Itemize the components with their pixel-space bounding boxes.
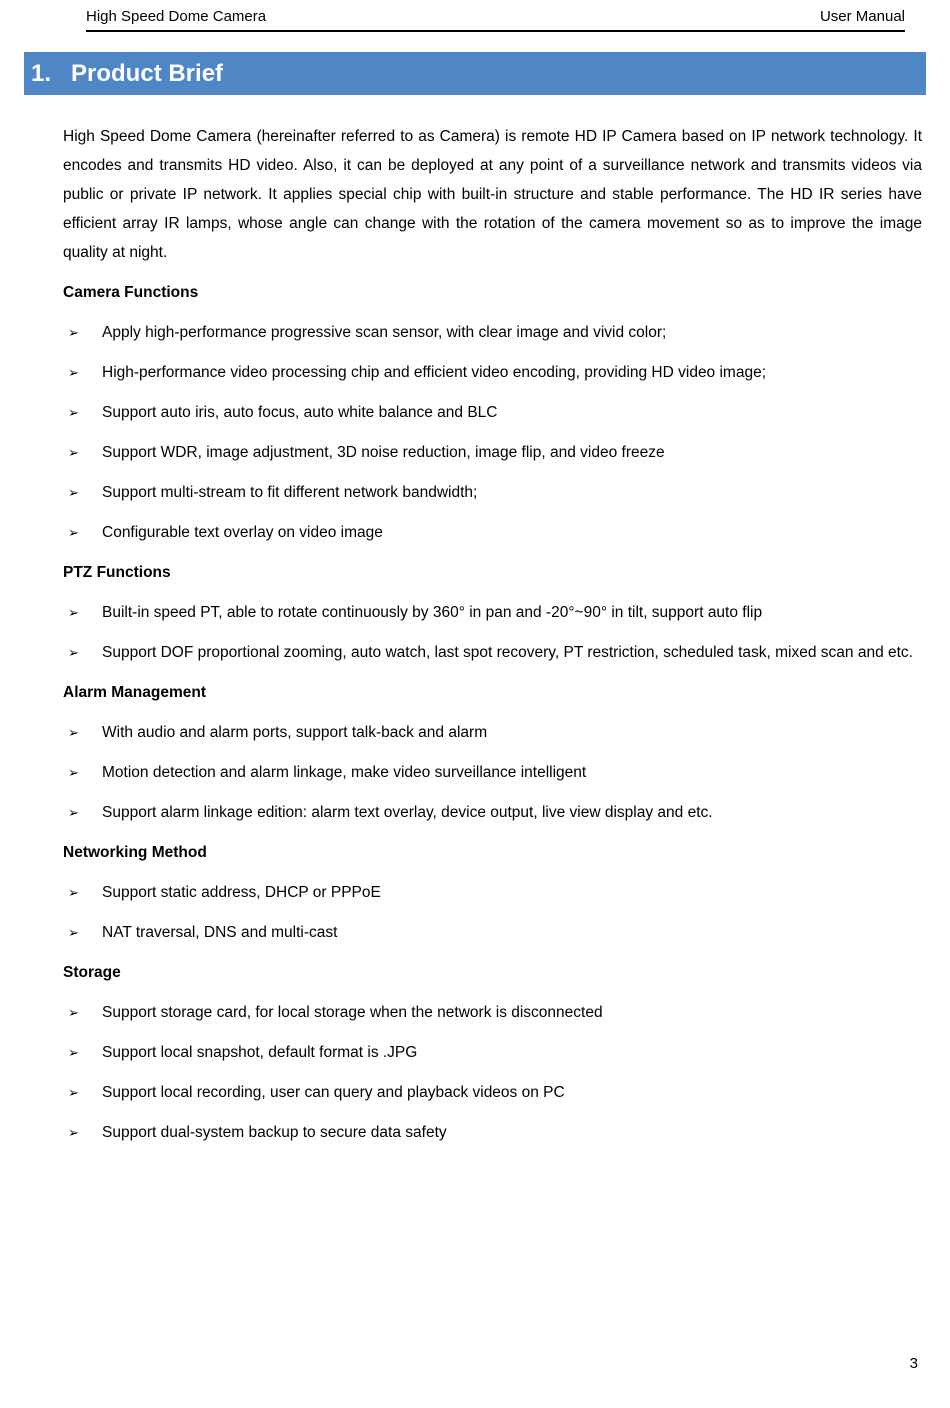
bullet-item-text: With audio and alarm ports, support talk-back and alarm: [102, 724, 488, 741]
section-heading: Camera Functions: [63, 284, 199, 301]
bullet-item: [63, 319, 922, 347]
bullet-item: [63, 479, 922, 507]
bullet-item: [63, 1039, 922, 1067]
page-number: 3: [909, 1355, 918, 1372]
bullet-arrow-icon: ➢: [68, 325, 79, 340]
bullet-item-text: Support local recording, user can query and playback videos on PC: [102, 1084, 565, 1101]
bullet-item-text: Support dual-system backup to secure data safety: [102, 1124, 447, 1141]
bullet-arrow-icon: ➢: [68, 885, 79, 900]
sections: [63, 279, 922, 1147]
bullet-item: [63, 919, 922, 947]
bullet-item: [63, 599, 922, 627]
section-number: 1.: [31, 59, 52, 87]
bullet-arrow-icon: ➢: [68, 1125, 79, 1140]
intro-paragraph: High Speed Dome Camera (hereinafter referred to as Camera) is remote HD IP Camera based on IP network technology. It encodes and transmits HD video. Also, it can be deployed at any point of a surveillance network and transmits videos via public or private IP network. It applies special chip with built-in structure and stable performance. The HD IR series have efficient array IR lamps, whose angle can change with the rotation of the camera movement so as to improve the image quality at night.: [63, 128, 922, 261]
bullet-item: [63, 639, 922, 667]
bullet-item: [63, 439, 922, 467]
bullet-item: [63, 399, 922, 427]
bullet-item-text: Configurable text overlay on video image: [102, 524, 383, 541]
bullet-item: [63, 1079, 922, 1107]
bullet-item-text: Support storage card, for local storage when the network is disconnected: [102, 1004, 603, 1021]
bullet-item-text: Built-in speed PT, able to rotate continuously by 360° in pan and -20°~90° in tilt, support auto flip: [102, 604, 763, 621]
header-right-title: User Manual: [819, 8, 905, 25]
bullet-arrow-icon: ➢: [68, 1005, 79, 1020]
bullet-arrow-icon: ➢: [68, 725, 79, 740]
bullet-arrow-icon: ➢: [68, 925, 79, 940]
bullet-item-text: Support WDR, image adjustment, 3D noise reduction, image flip, and video freeze: [102, 444, 665, 461]
bullet-arrow-icon: ➢: [68, 405, 79, 420]
header-left-title: High Speed Dome Camera: [86, 8, 267, 25]
section-title: Product Brief: [71, 59, 224, 87]
bullet-item: [63, 799, 922, 827]
document-content: [63, 122, 922, 1147]
bullet-arrow-icon: ➢: [68, 445, 79, 460]
bullet-arrow-icon: ➢: [68, 525, 79, 540]
section-banner: [24, 52, 926, 95]
bullet-arrow-icon: ➢: [68, 1045, 79, 1060]
page-header: [86, 8, 905, 32]
bullet-item: [63, 879, 922, 907]
section-heading: Alarm Management: [63, 684, 206, 701]
bullet-item-text: Support alarm linkage edition: alarm text overlay, device output, live view display and etc.: [102, 804, 713, 821]
bullet-item: [63, 999, 922, 1027]
bullet-item: [63, 1119, 922, 1147]
bullet-item-text: NAT traversal, DNS and multi-cast: [102, 924, 338, 941]
bullet-item-text: Support multi-stream to fit different network bandwidth;: [102, 484, 478, 501]
bullet-item: [63, 719, 922, 747]
bullet-item: [63, 359, 922, 387]
section-heading: Networking Method: [63, 844, 207, 861]
bullet-arrow-icon: ➢: [68, 365, 79, 380]
bullet-arrow-icon: ➢: [68, 605, 79, 620]
bullet-item: [63, 759, 922, 787]
bullet-arrow-icon: ➢: [68, 765, 79, 780]
bullet-item-text: Support local snapshot, default format is .JPG: [102, 1044, 418, 1061]
section-heading: PTZ Functions: [63, 564, 171, 581]
bullet-item-text: Support DOF proportional zooming, auto watch, last spot recovery, PT restriction, scheduled task, mixed scan and etc.: [102, 644, 913, 661]
bullet-arrow-icon: ➢: [68, 1085, 79, 1100]
bullet-arrow-icon: ➢: [68, 805, 79, 820]
bullet-item-text: Support static address, DHCP or PPPoE: [102, 884, 381, 901]
bullet-item: [63, 519, 922, 547]
bullet-item-text: Support auto iris, auto focus, auto white balance and BLC: [102, 404, 498, 421]
section-heading: Storage: [63, 964, 121, 981]
bullet-arrow-icon: ➢: [68, 485, 79, 500]
bullet-item-text: Apply high-performance progressive scan sensor, with clear image and vivid color;: [102, 324, 667, 341]
bullet-item-text: Motion detection and alarm linkage, make video surveillance intelligent: [102, 764, 587, 781]
bullet-item-text: High-performance video processing chip and efficient video encoding, providing HD video image;: [102, 364, 767, 381]
bullet-arrow-icon: ➢: [68, 645, 79, 660]
